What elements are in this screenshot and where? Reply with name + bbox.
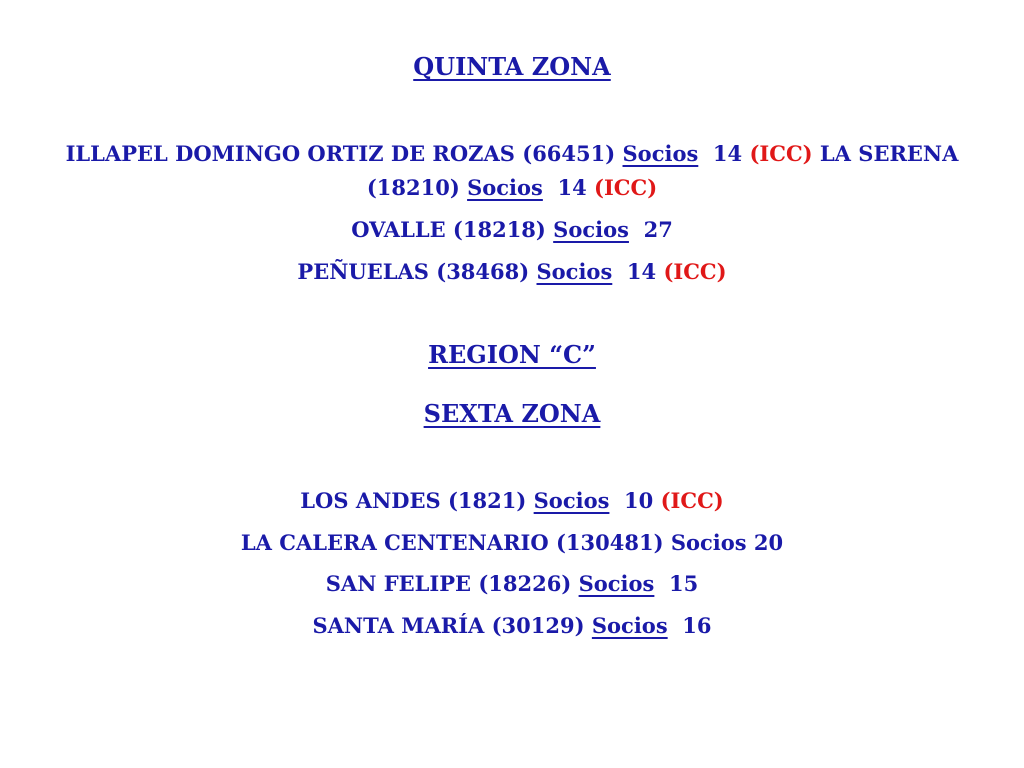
illapel-count: 14 [712, 141, 743, 166]
la-calera-entry [60, 526, 964, 560]
los-andes-count: 10 [624, 488, 654, 513]
la-serena-count: 14 [557, 175, 587, 200]
santa-maria-entry [60, 609, 964, 643]
san-felipe-count: 15 [669, 571, 699, 596]
san-felipe-name: SAN FELIPE (18226) [325, 571, 572, 596]
san-felipe-socios-link[interactable]: Socios [578, 571, 655, 596]
ovalle-count: 27 [643, 217, 673, 242]
la-calera-text: LA CALERA CENTENARIO (130481) Socios 20 [240, 530, 784, 555]
la-serena-name: LA SERENA (18210) [366, 141, 959, 200]
santa-maria-name: SANTA MARÍA (30129) [312, 613, 585, 638]
ovalle-name: OVALLE (18218) [351, 217, 546, 242]
la-serena-socios-link[interactable]: Socios [467, 175, 543, 200]
penuelas-name: PEÑUELAS (38468) [297, 259, 530, 284]
penuelas-socios-link[interactable]: Socios [536, 259, 613, 284]
penuelas-count: 14 [626, 259, 657, 284]
penuelas-icc-badge: (ICC) [663, 259, 727, 284]
illapel-socios-link[interactable]: Socios [622, 141, 699, 166]
illapel-icc-badge: (ICC) [749, 141, 813, 166]
ovalle-entry [60, 213, 964, 247]
illapel-entry [60, 137, 964, 205]
los-andes-name: LOS ANDES (1821) [300, 488, 527, 513]
san-felipe-entry [60, 567, 964, 601]
santa-maria-socios-link[interactable]: Socios [591, 613, 668, 638]
los-andes-icc-badge: (ICC) [660, 488, 724, 513]
los-andes-entry [60, 484, 964, 518]
sexta-zona-heading: SEXTA ZONA [423, 399, 601, 428]
region-c-heading: REGION “C” [428, 340, 596, 369]
la-serena-icc-badge: (ICC) [594, 175, 658, 200]
penuelas-entry [60, 255, 964, 289]
santa-maria-count: 16 [682, 613, 712, 638]
los-andes-socios-link[interactable]: Socios [533, 488, 610, 513]
ovalle-socios-link[interactable]: Socios [553, 217, 629, 242]
quinta-zona-heading: QUINTA ZONA [413, 52, 611, 81]
illapel-name: ILLAPEL DOMINGO ORTIZ DE ROZAS (66451) [65, 141, 616, 166]
